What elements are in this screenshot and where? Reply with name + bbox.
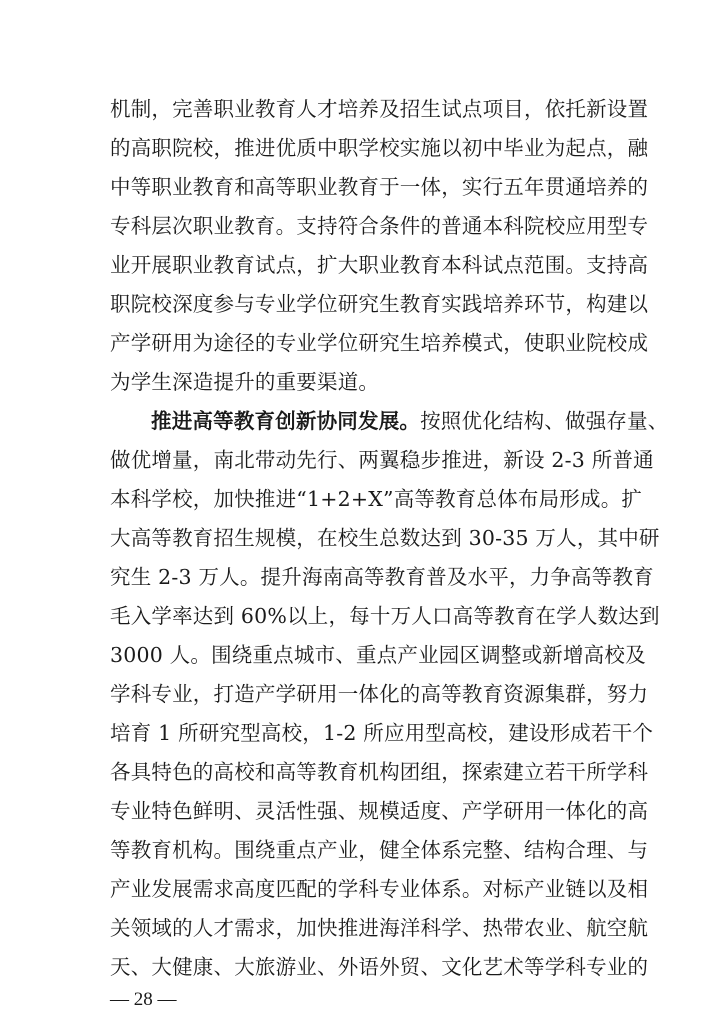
paragraph-2-line-2: 做优增量，南北带动先行、两翼稳步推进，新设 2-3 所普通: [110, 448, 654, 472]
paragraph-1-line-3: 中等职业教育和高等职业教育于一体，实行五年贯通培养的: [110, 175, 649, 199]
paragraph-1-line-7: 产学研用为途径的专业学位研究生培养模式，使职业院校成: [110, 331, 649, 355]
paragraph-2-line-4: 大高等教育招生规模，在校生总数达到 30-35 万人，其中研: [110, 526, 660, 550]
paragraph-1-line-8: 为学生深造提升的重要渠道。: [110, 370, 380, 394]
paragraph-2-line-3: 本科学校，加快推进“1+2+X”高等教育总体布局形成。扩: [110, 487, 643, 511]
paragraph-1-line-1: 机制，完善职业教育人才培养及招生试点项目，依托新设置: [110, 97, 649, 121]
paragraph-1-line-5: 业开展职业教育试点，扩大职业教育本科试点范围。支持高: [110, 253, 649, 277]
paragraph-1-line-6: 职院校深度参与专业学位研究生教育实践培养环节，构建以: [110, 292, 649, 316]
paragraph-2-line-10: 各具特色的高校和高等教育机构团组，探索建立若干所学科: [110, 760, 649, 784]
paragraph-2-line-12: 等教育机构。围绕重点产业，健全体系完整、结构合理、与: [110, 838, 649, 862]
paragraph-1-line-4: 专科层次职业教育。支持符合条件的普通本科院校应用型专: [110, 214, 649, 238]
paragraph-1-line-2: 的高职院校，推进优质中职学校实施以初中毕业为起点，融: [110, 136, 649, 160]
paragraph-2-line-5: 究生 2-3 万人。提升海南高等教育普及水平，力争高等教育: [110, 565, 654, 589]
paragraph-2-line-1: [151, 404, 669, 438]
paragraph-2-line-14: 关领域的人才需求，加快推进海洋科学、热带农业、航空航: [110, 916, 649, 940]
paragraph-2-line-8: 学科专业，打造产学研用一体化的高等教育资源集群，努力: [110, 682, 649, 706]
page-number: — 28 —: [110, 989, 177, 1010]
paragraph-2-heading: 推进高等教育创新协同发展。: [151, 409, 421, 433]
paragraph-2-line-6: 毛入学率达到 60%以上，每十万人口高等教育在学人数达到: [110, 604, 660, 628]
paragraph-2-line-15: 天、大健康、大旅游业、外语外贸、文化艺术等学科专业的: [110, 955, 649, 979]
paragraph-2-line-7: 3000 人。围绕重点城市、重点产业园区调整或新增高校及: [110, 643, 646, 667]
paragraph-2-line-9: 培育 1 所研究型高校，1-2 所应用型高校，建设形成若干个: [110, 721, 654, 745]
paragraph-2-line-13: 产业发展需求高度匹配的学科专业体系。对标产业链以及相: [110, 877, 649, 901]
paragraph-2-line-1-rest: 按照优化结构、做强存量、: [420, 409, 669, 433]
paragraph-2-line-11: 专业特色鲜明、灵活性强、规模适度、产学研用一体化的高: [110, 799, 649, 823]
